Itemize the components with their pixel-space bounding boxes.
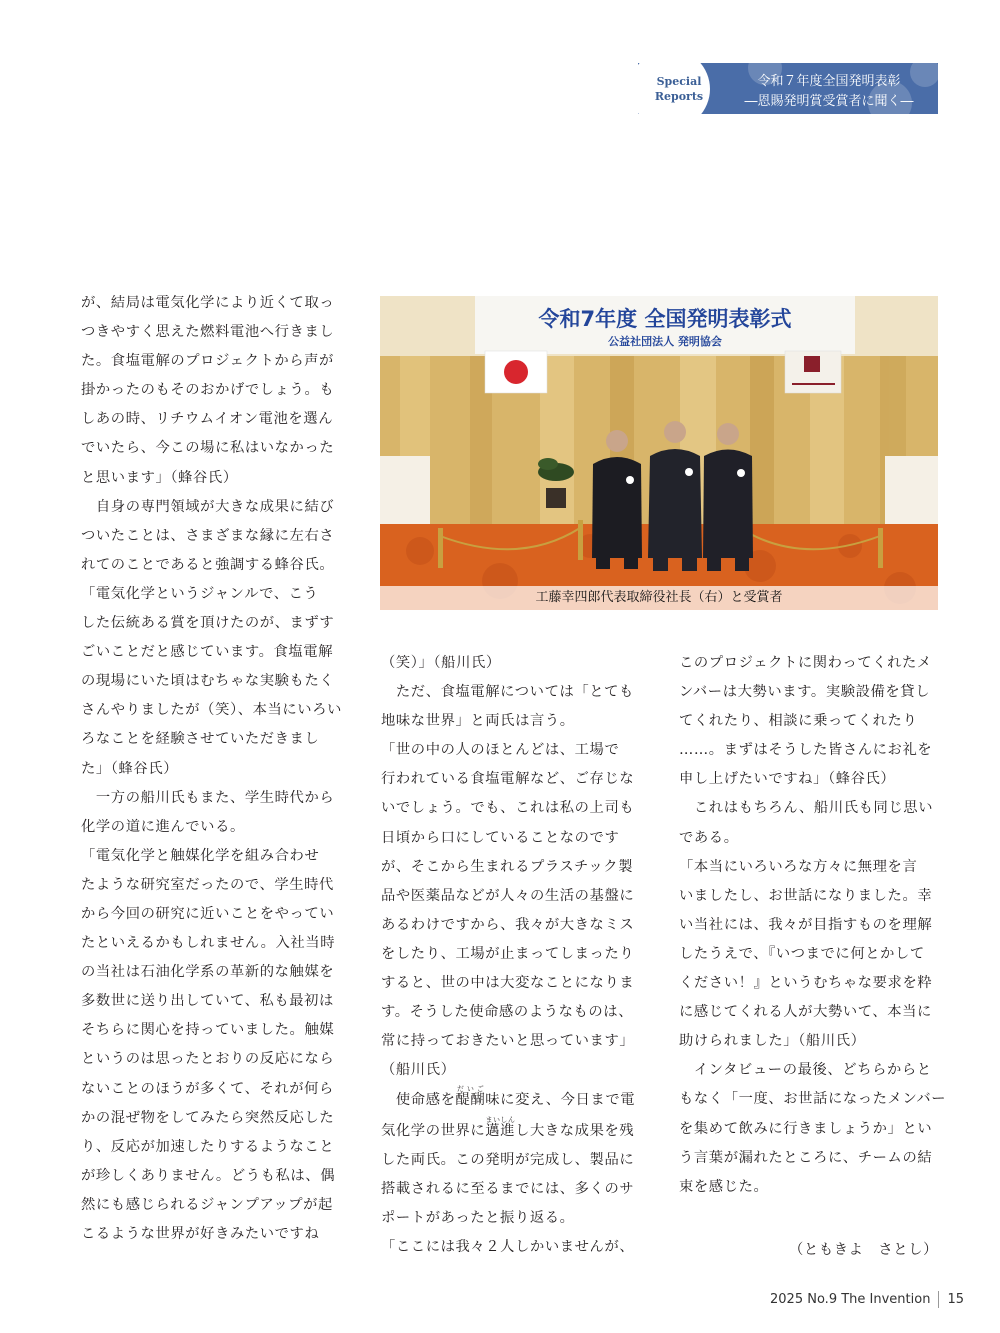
text-line: 化学の道に進んでいる。 xyxy=(81,818,245,835)
text-line: を集めて飲みに行きましょうか」とい xyxy=(679,1120,933,1137)
text-line: ください！』というむちゃな要求を粋 xyxy=(679,975,933,992)
magazine-name: The Invention xyxy=(841,1292,931,1307)
text-line: こるような世界が好きみたいですね xyxy=(81,1226,320,1242)
text-line: 日頃から口にしていることなのです xyxy=(381,829,620,846)
banner-title: 令和7年度 全国発明表彰式 xyxy=(538,307,792,331)
text-line: 然にも感じられるジャンプアップが起 xyxy=(81,1196,333,1213)
text-line: もなく「一度、お世話になったメンバー xyxy=(679,1091,947,1108)
series-subtitle: ―恩賜発明賞受賞者に聞く― xyxy=(744,94,914,109)
text-line: つきやすく思えた燃料電池へ行きまし xyxy=(81,324,335,341)
text-line: した両氏。この発明が完成し、製品に xyxy=(381,1151,635,1168)
photo-caption: 工藤幸四郎代表取締役社長（右）と受賞者 xyxy=(380,586,938,610)
text-line: 搭載されるに至るまでには、多くのサ xyxy=(381,1180,635,1197)
text-line-with-ruby: 気化学の世界に邁まい進しんし大きな成果を残 xyxy=(381,1115,635,1139)
award-ceremony-photo xyxy=(380,296,938,610)
text-line: 「世の中の人のほとんどは、工場で xyxy=(381,742,620,759)
issue-number: 2025 No.9 xyxy=(770,1292,838,1307)
text-line: ンバーは大勢います。実験設備を貸し xyxy=(679,684,931,701)
page-footer xyxy=(770,1291,964,1308)
text-line: すると、世の中は大変なことになりま xyxy=(381,975,635,992)
text-line: 「本当にいろいろな方々に無理を言 xyxy=(679,858,918,875)
text-line: が、結局は電気化学により近くて取っ xyxy=(81,295,335,311)
text-line: う言葉が漏れたところに、チームの結 xyxy=(679,1149,933,1166)
special-reports-badge xyxy=(638,63,938,114)
text-line: そちらに関心を持っていました。触媒 xyxy=(81,1022,335,1039)
text-line: いましたし、お世話になりました。幸 xyxy=(679,887,933,904)
text-line: でいたら、今この場に私はいなかった xyxy=(81,440,335,457)
text-line: このプロジェクトに関わってくれたメ xyxy=(679,655,932,671)
text-line: （船川氏） xyxy=(381,1062,456,1079)
text-line: す。そうした使命感のようなものは、 xyxy=(381,1004,634,1021)
text-line: た。食塩電解のプロジェクトから声が xyxy=(81,353,334,370)
text-line: 掛かったのもそのおかげでしょう。も xyxy=(81,382,335,399)
text-line: しあの時、リチウムイオン電池を選ん xyxy=(81,411,334,428)
text-line: をしたり、工場が止まってしまったり xyxy=(381,945,635,962)
text-column-2 xyxy=(381,649,643,1262)
text-column-3 xyxy=(679,649,947,1202)
text-line: 「電気化学というジャンルで、こう xyxy=(81,585,319,602)
text-line: 常に持っておきたいと思っています」 xyxy=(381,1033,635,1050)
text-line: の現場にいた頃はむちゃな実験もたく xyxy=(81,673,335,690)
text-line: が珍しくありません。どうも私は、偶 xyxy=(81,1167,336,1184)
text-line: り、反応が加速したりするようなこと xyxy=(81,1138,335,1155)
text-line: い当社には、我々が目指すものを理解 xyxy=(679,916,933,933)
text-line: に感じてくれる人が大勢いて、本当に xyxy=(679,1004,932,1021)
text-line: たといえるかもしれません。入社当時 xyxy=(81,935,336,952)
text-line: インタビューの最後、どちらからと xyxy=(679,1062,932,1079)
text-line: 「ここには我々２人しかいませんが、 xyxy=(381,1238,635,1255)
text-line: というのは思ったとおりの反応になら xyxy=(81,1051,335,1068)
text-line: 地味な世界」と両氏は言う。 xyxy=(381,713,575,730)
text-line: ポートがあったと振り返る。 xyxy=(381,1209,575,1226)
text-line: ろなことを経験させていただきまし xyxy=(81,731,320,748)
text-line: これはもちろん、船川氏も同じ思い xyxy=(679,800,934,817)
text-line: 一方の船川氏もまた、学生時代から xyxy=(81,789,335,806)
text-line: ……。まずはそうした皆さんにお礼を xyxy=(679,742,933,759)
text-line: さんやりましたが（笑）、本当にいろい xyxy=(81,702,342,719)
text-line: の当社は石油化学系の革新的な触媒を xyxy=(81,964,335,981)
text-line: 申し上げたいですね」（蜂谷氏） xyxy=(679,771,896,788)
text-line: た」（蜂谷氏） xyxy=(81,760,179,777)
banner-subtitle: 公益社団法人 発明協会 xyxy=(608,335,722,348)
text-line: した伝統ある賞を頂けたのが、まずす xyxy=(81,615,335,632)
text-line: ないことのほうが多くて、それが何ら xyxy=(81,1080,334,1097)
text-line: 「電気化学と触媒化学を組み合わせ xyxy=(81,847,320,864)
text-line: あるわけですから、我々が大きなミス xyxy=(381,916,635,933)
text-line: てくれたり、相談に乗ってくれたり xyxy=(679,713,918,730)
author-signature: （ともきよ さとし） xyxy=(789,1242,938,1258)
text-line: 多数世に送り出していて、私も最初は xyxy=(81,993,334,1010)
text-line: 自身の専門領域が大きな成果に結び xyxy=(81,498,335,515)
text-line: ただ、食塩電解については「とても xyxy=(381,684,634,701)
text-column-1 xyxy=(81,289,349,1249)
text-line: 束を感じた。 xyxy=(679,1178,769,1195)
text-line-with-ruby: 使命感を醍醐だいご味に変え、今日まで電 xyxy=(381,1085,636,1109)
text-line: いでしょう。でも、これは私の上司も xyxy=(381,800,635,817)
text-line: かの混ぜ物をしてみたら突然反応した xyxy=(81,1109,335,1126)
footer-divider xyxy=(938,1291,939,1308)
text-line: ついたことは、さまざまな縁に左右さ xyxy=(81,527,335,544)
text-line: したうえで、『いつまでに何とかして xyxy=(679,945,925,962)
text-line: ごいことだと感じています。食塩電解 xyxy=(81,644,334,661)
text-line: たような研究室だったので、学生時代 xyxy=(81,876,334,893)
text-line: が、そこから生まれるプラスチック製 xyxy=(381,858,634,875)
text-line: 行われている食塩電解など、ご存じな xyxy=(381,771,635,788)
section-label: Special Reports xyxy=(654,75,704,103)
page-number: 15 xyxy=(947,1292,964,1307)
text-line: れてのことであると強調する蜂谷氏。 xyxy=(81,556,335,573)
text-line: （笑）」（船川氏） xyxy=(381,655,501,671)
text-line: 品や医薬品などが人々の生活の基盤に xyxy=(381,887,635,904)
series-title: 令和７年度全国発明表彰 xyxy=(757,74,901,89)
text-line: から今回の研究に近いことをやってい xyxy=(81,905,335,922)
text-line: である。 xyxy=(679,829,739,846)
text-line: 助けられました」（船川氏） xyxy=(679,1033,866,1050)
text-line: と思います」（蜂谷氏） xyxy=(81,469,238,486)
